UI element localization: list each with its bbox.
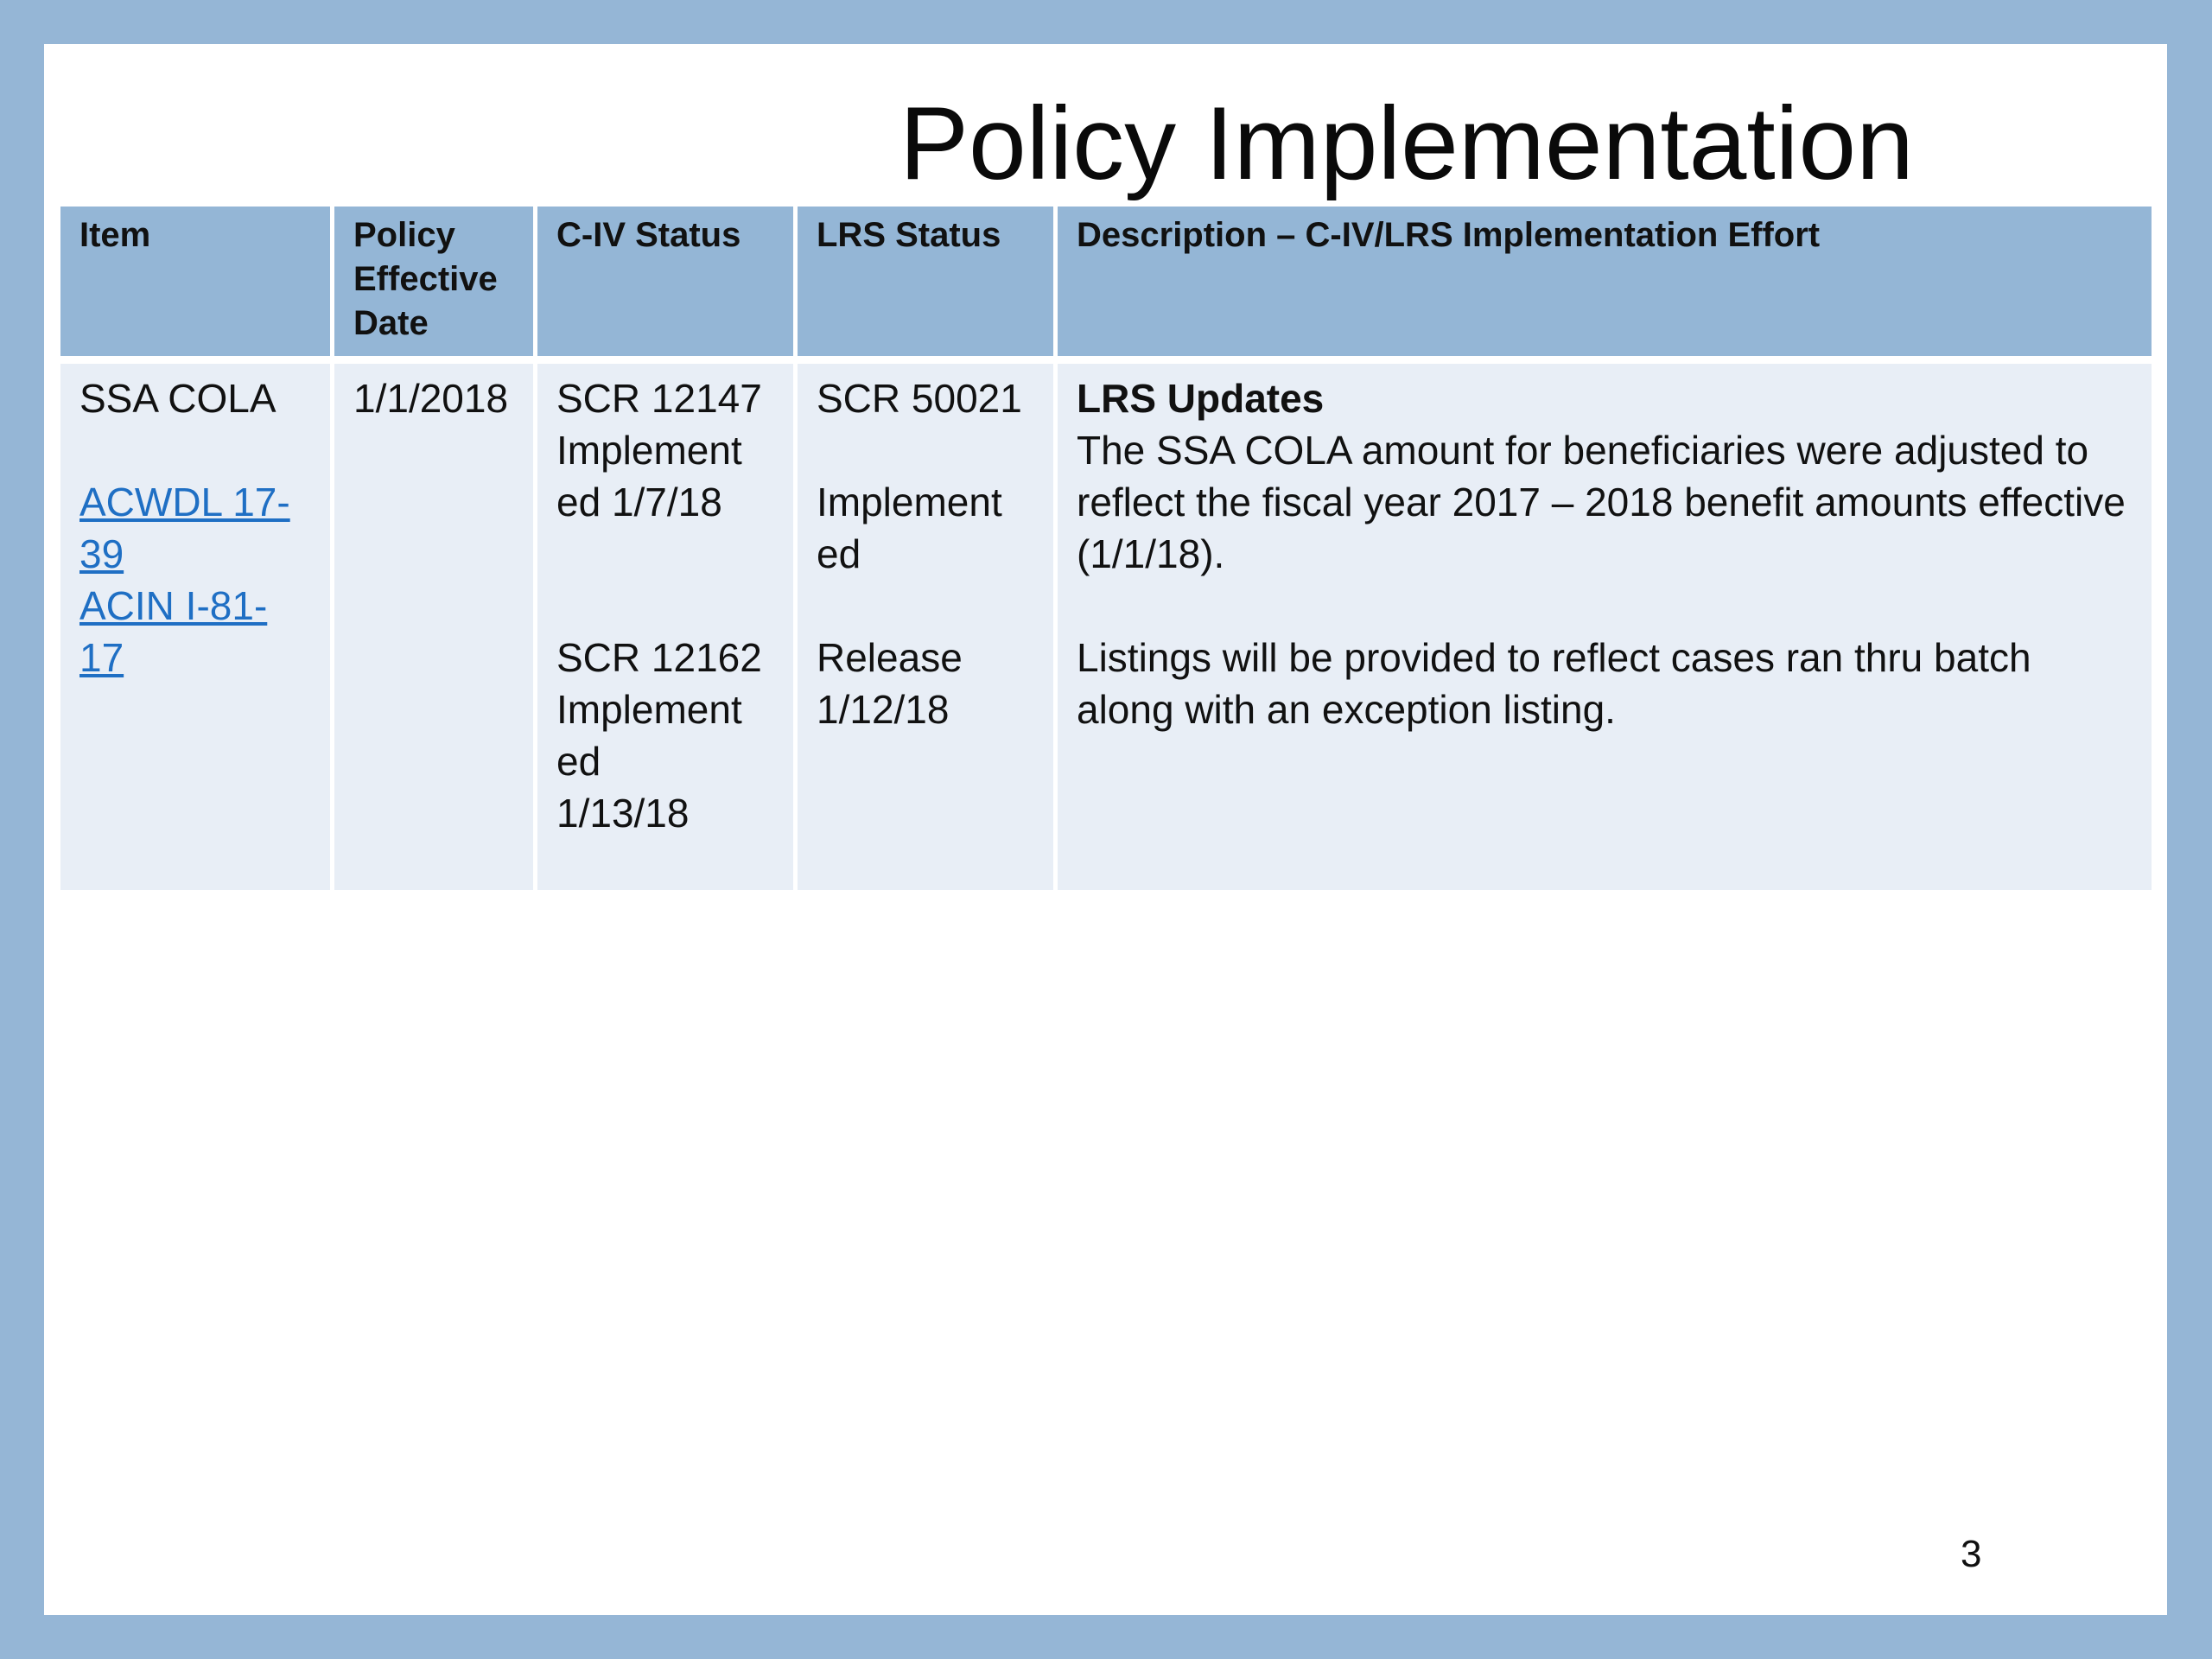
slide-title: Policy Implementation [899,86,1914,201]
policy-table [56,202,2156,894]
description-paragraph-1: The SSA COLA amount for beneficiaries were adjusted to reflect the fiscal year 2017 – 2018 benefit amounts effective (1/1/18). [1077,428,2126,576]
header-civ-status: C-IV Status [537,207,793,356]
civ-implemented-2-date: 1/13/18 [556,791,690,836]
link-acin[interactable]: ACIN I-81-17 [79,583,268,680]
cell-lrs-status [798,360,1053,890]
lrs-release-label: Release [817,635,963,680]
cell-policy-effective-date: 1/1/2018 [334,360,533,890]
header-item: Item [60,207,330,356]
lrs-scr: SCR 50021 [817,376,1022,421]
civ-implemented-1a: Implement [556,428,742,473]
civ-scr-2: SCR 12162 [556,635,762,680]
description-paragraph-2: Listings will be provided to reflect cases ran thru batch along with an exception listing. [1077,635,2031,732]
slide [44,44,2167,1615]
header-lrs-status: LRS Status [798,207,1053,356]
description-heading: LRS Updates [1077,376,1325,421]
header-description: Description – C-IV/LRS Implementation Effort [1058,207,2152,356]
cell-item [60,360,330,890]
civ-implemented-1b: ed 1/7/18 [556,480,722,524]
cell-civ-status [537,360,793,890]
table-row [60,360,2152,890]
civ-implemented-2b: ed [556,739,601,784]
lrs-implemented-a: Implement [817,480,1002,524]
page-number: 3 [1961,1533,1982,1575]
civ-implemented-2a: Implement [556,687,742,732]
lrs-implemented-b: ed [817,531,861,576]
civ-scr-1: SCR 12147 [556,376,762,421]
item-name: SSA COLA [79,376,276,421]
table-header-row [60,207,2152,356]
header-policy-effective-date: Policy Effective Date [334,207,533,356]
lrs-release-date: 1/12/18 [817,687,950,732]
link-acwdl[interactable]: ACWDL 17-39 [79,480,290,576]
cell-description [1058,360,2152,890]
